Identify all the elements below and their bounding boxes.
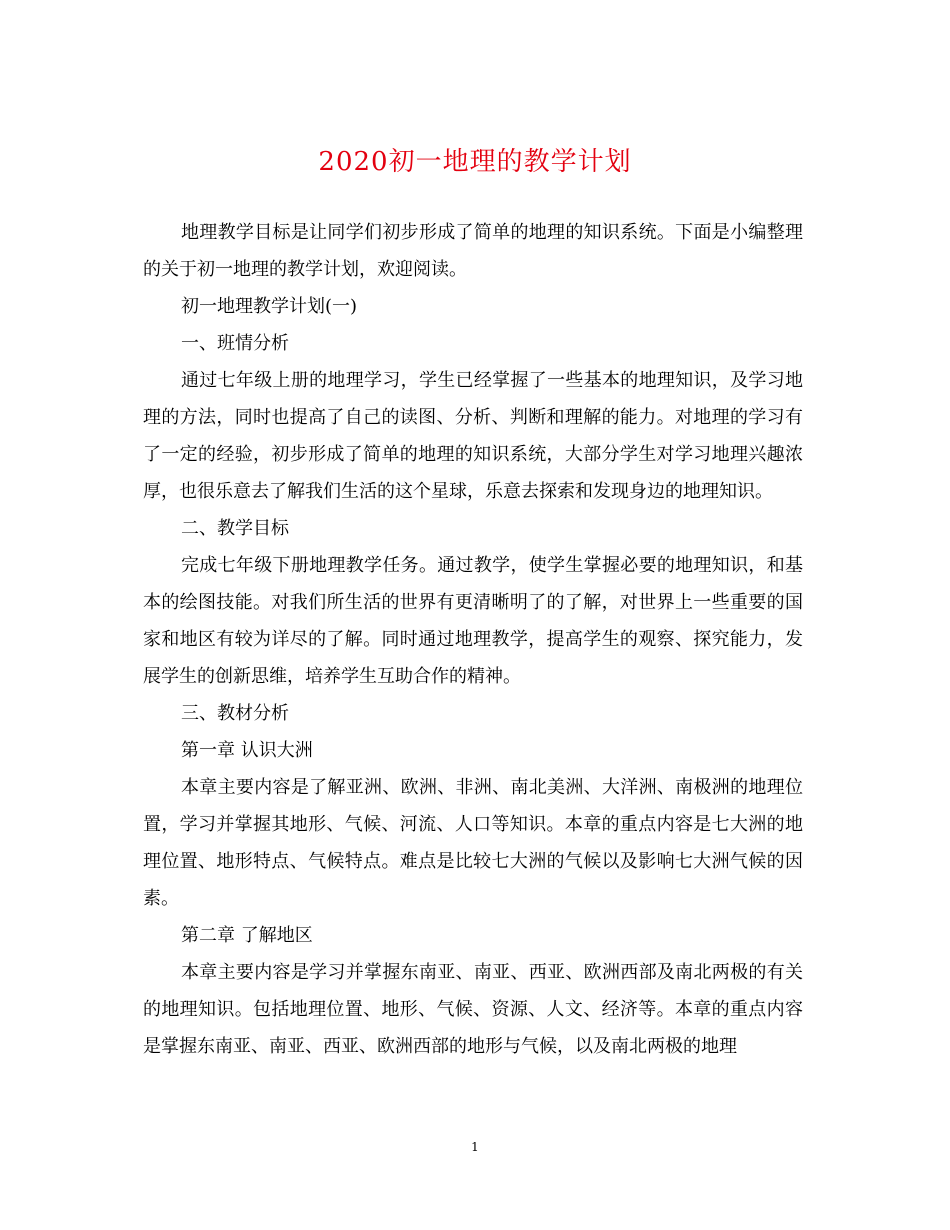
page-number: 1	[471, 1140, 479, 1154]
plan-heading: 初一地理教学计划(一)	[181, 296, 358, 317]
section-heading-teaching-goals: 二、教学目标	[181, 518, 289, 539]
section-heading-textbook-analysis: 三、教材分析	[181, 703, 289, 724]
class-analysis-paragraph: 通过七年级上册的地理学习，学生已经掌握了一些基本的地理知识，及学习地理的方法，同时也提高了自己的读图、分析、判断和理解的能力。对地理的学习有了一定的经验，初步形成了简单的地理的知识系统，大部分学生对学习地理兴趣浓厚，也很乐意去了解我们生活的这个星球，乐意去探索和发现身边的地理知识。	[143, 370, 803, 502]
teaching-goals-paragraph: 完成七年级下册地理教学任务。通过教学，使学生掌握必要的地理知识，和基本的绘图技能。对我们所生活的世界有更清晰明了的了解，对世界上一些重要的国家和地区有较为详尽的了解。同时通过地理教学，提高学生的观察、探究能力，发展学生的创新思维，培养学生互助合作的精神。	[143, 555, 803, 687]
section-heading-class-analysis: 一、班情分析	[181, 333, 289, 354]
chapter-one-paragraph: 本章主要内容是了解亚洲、欧洲、非洲、南北美洲、大洋洲、南极洲的地理位置，学习并掌握其地形、气候、河流、人口等知识。本章的重点内容是七大洲的地理位置、地形特点、气候特点。难点是比较七大洲的气候以及影响七大洲气候的因素。	[143, 777, 803, 909]
chapter-two-paragraph: 本章主要内容是学习并掌握东南亚、南亚、西亚、欧洲西部及南北两极的有关的地理知识。包括地理位置、地形、气候、资源、人文、经济等。本章的重点内容是掌握东南亚、南亚、西亚、欧洲西部的地形与气候，以及南北两极的地理	[143, 962, 803, 1057]
chapter-two-heading: 第二章 了解地区	[181, 925, 313, 946]
document-title: 2020初一地理的教学计划	[318, 147, 632, 177]
document-body	[143, 214, 803, 1065]
intro-paragraph: 地理教学目标是让同学们初步形成了简单的地理的知识系统。下面是小编整理的关于初一地理的教学计划，欢迎阅读。	[143, 222, 803, 280]
chapter-one-heading: 第一章 认识大洲	[181, 740, 313, 761]
